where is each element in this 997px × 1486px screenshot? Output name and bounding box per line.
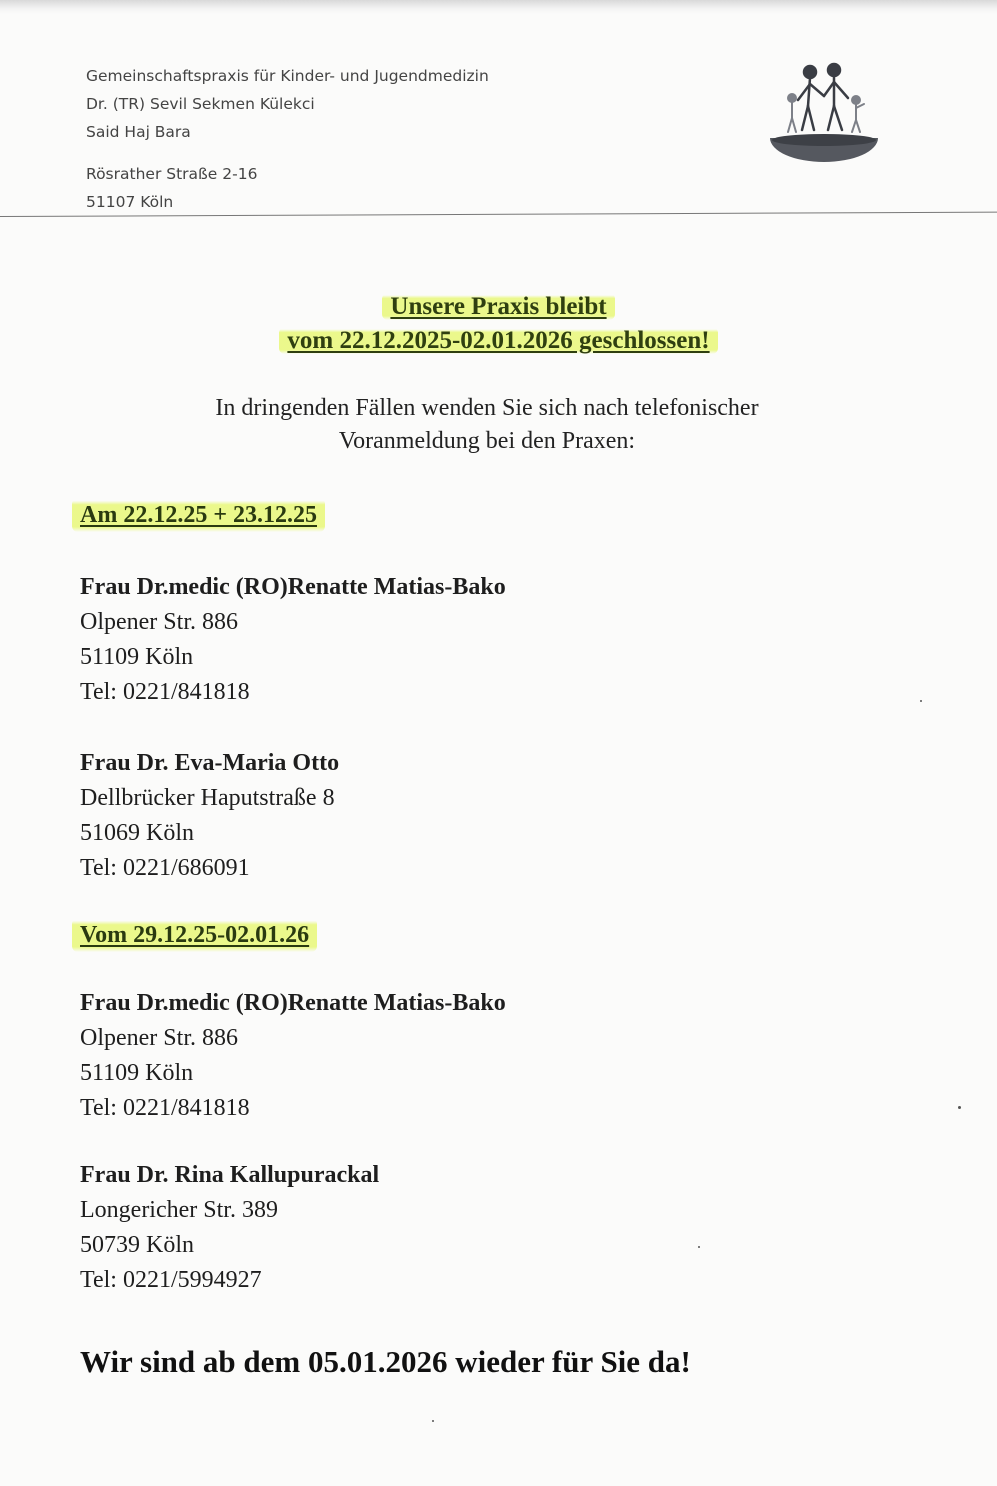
practice-city: 51107 Köln	[86, 193, 174, 211]
doctor-street: Longericher Str. 389	[80, 1197, 278, 1223]
period1-heading: Am 22.12.25 + 23.12.25	[72, 498, 325, 532]
intro-line1: In dringenden Fällen wenden Sie sich nach telefonischer	[215, 395, 759, 421]
period1-doctor1	[80, 570, 506, 710]
doctor-phone: Tel: 0221/686091	[80, 855, 250, 881]
doctor-city: 51069 Köln	[80, 820, 194, 846]
doctor-name: Frau Dr. Eva-Maria Otto	[80, 750, 340, 776]
intro-text	[0, 392, 974, 458]
doctor-name: Frau Dr.medic (RO)Renatte Matias-Bako	[80, 574, 506, 600]
scan-speck	[698, 1246, 700, 1248]
period2-doctor2	[80, 1158, 379, 1298]
family-logo-icon	[764, 60, 884, 170]
doctor-phone: Tel: 0221/841818	[80, 679, 250, 705]
doctor-street: Dellbrücker Haputstraße 8	[80, 785, 335, 811]
scan-speck	[958, 1106, 961, 1109]
doctor-street: Olpener Str. 886	[80, 609, 238, 635]
doctor-city: 51109 Köln	[80, 1060, 194, 1086]
doctor-street: Olpener Str. 886	[80, 1025, 238, 1051]
closure-title	[0, 290, 997, 358]
doctor-name: Frau Dr.medic (RO)Renatte Matias-Bako	[80, 990, 506, 1016]
closure-title-line2: vom 22.12.2025-02.01.2026 geschlossen!	[279, 327, 717, 354]
period2-heading: Vom 29.12.25-02.01.26	[72, 918, 317, 952]
practice-street: Rösrather Straße 2-16	[86, 165, 258, 183]
doctor-name-1: Dr. (TR) Sevil Sekmen Külekci	[86, 95, 315, 113]
letterhead	[86, 62, 646, 216]
doctor-name: Frau Dr. Rina Kallupurackal	[80, 1162, 380, 1188]
scan-edge	[0, 0, 997, 14]
period1-section	[80, 498, 325, 532]
practice-name: Gemeinschaftspraxis für Kinder- und Jugendmedizin	[86, 67, 489, 85]
intro-line2: Voranmeldung bei den Praxen:	[338, 428, 636, 454]
period2-doctor1	[80, 986, 506, 1126]
closure-title-line1: Unsere Praxis bleibt	[382, 293, 614, 320]
doctor-city: 50739 Köln	[80, 1232, 194, 1258]
period2-section	[80, 918, 317, 952]
scan-speck	[920, 700, 922, 702]
doctor-city: 51109 Köln	[80, 644, 194, 670]
doctor-phone: Tel: 0221/5994927	[80, 1267, 262, 1293]
doctor-name-2: Said Haj Bara	[86, 123, 191, 141]
period1-doctor2	[80, 746, 339, 886]
scan-speck	[432, 1420, 434, 1422]
doctor-phone: Tel: 0221/841818	[80, 1095, 250, 1121]
reopening-notice: Wir sind ab dem 05.01.2026 wieder für Sie da!	[80, 1344, 691, 1379]
